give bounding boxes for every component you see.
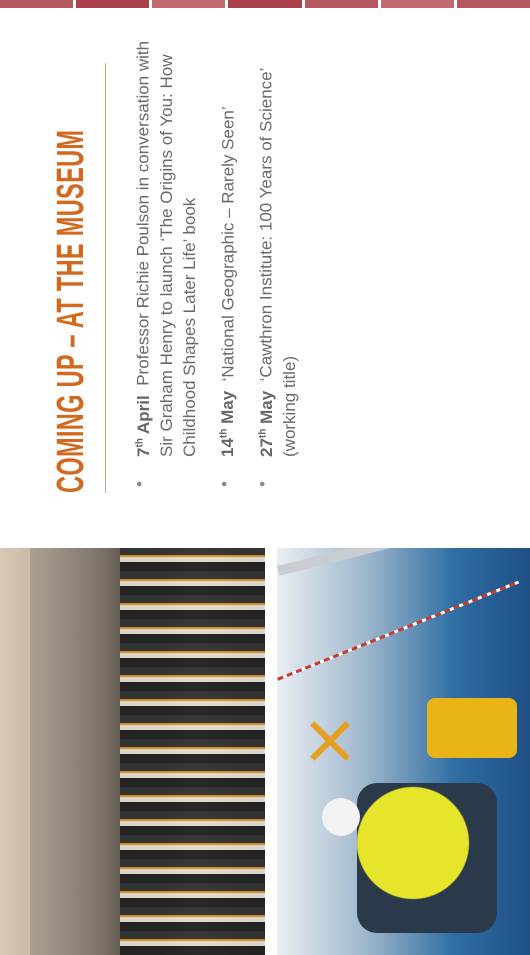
list-item xyxy=(128,17,201,457)
event-date: 14th May xyxy=(218,390,238,457)
event-list xyxy=(128,17,313,493)
page-title: COMING UP – AT THE MUSEUM xyxy=(50,129,92,493)
event-date: 27th May xyxy=(256,390,276,457)
list-item xyxy=(213,17,240,457)
rope xyxy=(277,581,519,681)
title-divider xyxy=(105,63,106,493)
event-date: 7th April xyxy=(133,395,153,457)
scientist xyxy=(357,783,497,933)
event-description: Professor Richie Poulson in conversation with Sir Graham Henry to launch ‘The Origins of You: How Childhood Shapes Later Life’ book xyxy=(133,40,199,457)
scientist-at-sea-photo xyxy=(277,548,530,955)
penguin-colony-photo xyxy=(0,548,265,955)
event-description: ‘Cawthron Institute: 100 Years of Science’ (working title) xyxy=(256,68,299,457)
event-description: ‘National Geographic – Rarely Seen’ xyxy=(218,106,238,382)
list-item xyxy=(251,17,301,457)
instrument-frame xyxy=(427,698,517,758)
mountain-backdrop xyxy=(30,548,120,955)
penguins xyxy=(120,548,265,955)
ship-boom xyxy=(277,548,525,576)
hard-hat xyxy=(322,798,360,836)
